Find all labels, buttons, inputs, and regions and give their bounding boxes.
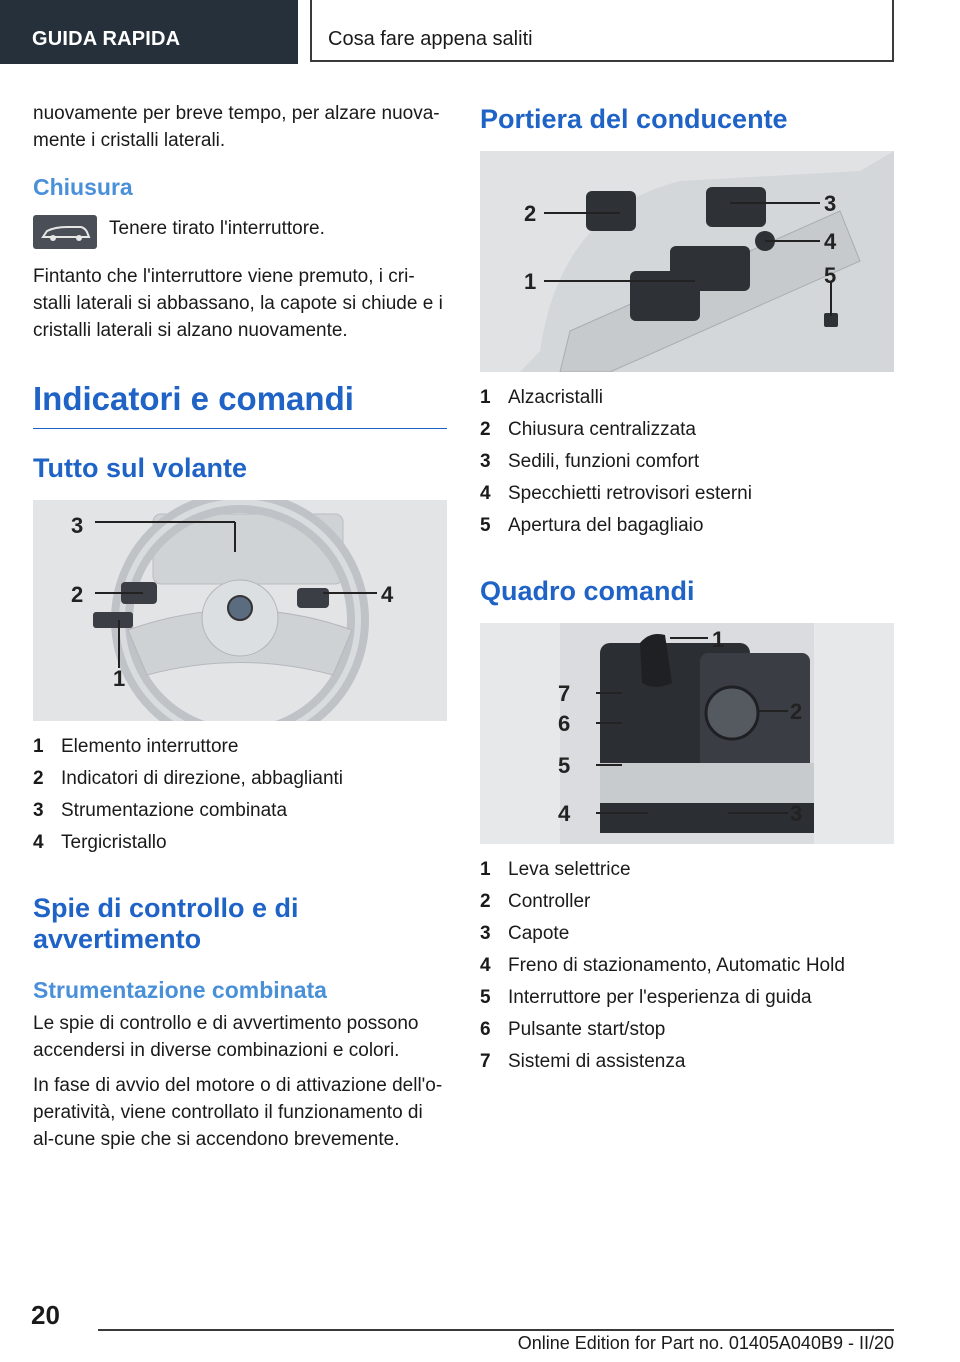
list-item: 3 Sedili, funzioni comfort (480, 451, 700, 472)
left-column (33, 100, 447, 1153)
svg-text:5: 5 (558, 753, 571, 778)
svg-text:7: 7 (558, 681, 571, 706)
list-item: 2 Indicatori di direzione, abbaglianti (33, 768, 344, 789)
svg-text:3: 3 (71, 513, 84, 538)
svg-text:1: 1 (113, 666, 126, 691)
list-item: 4 Tergicristallo (33, 832, 167, 853)
volante-legend (33, 731, 447, 859)
list-item: 1 Alzacristalli (480, 387, 604, 408)
chiusura-body: Fintanto che l'interruttore viene premuto, i cri-stalli laterali si abbassano, la capote si chiude e i cristalli laterali si alzano nuovamente. (33, 266, 443, 341)
svg-text:5: 5 (824, 263, 837, 288)
center-console-image (480, 623, 894, 844)
header-title-box (310, 0, 894, 62)
spie-paragraph-2: In fase di avvio del motore o di attivazione dell'o-peratività, viene controllato il funzionamento di al-cune spie che si accendono brevemente. (33, 1075, 443, 1150)
spie-heading: Spie di controllo e di avvertimento (33, 893, 299, 954)
svg-text:4: 4 (381, 582, 394, 607)
chiusura-instruction-row (33, 215, 447, 249)
list-item: 1 Elemento interruttore (33, 736, 239, 757)
driver-door-image (480, 151, 894, 372)
list-item: 3 Capote (480, 923, 570, 944)
svg-text:1: 1 (712, 627, 725, 652)
chiusura-instruction: Tenere tirato l'interruttore. (109, 218, 325, 239)
svg-text:2: 2 (790, 699, 803, 724)
list-item: 6 Pulsante start/stop (480, 1019, 666, 1040)
list-item: 4 Freno di stazionamento, Automatic Hold (480, 955, 845, 976)
svg-text:2: 2 (71, 582, 84, 607)
list-item: 3 Strumentazione combinata (33, 800, 288, 821)
list-item: 4 Specchietti retrovisori esterni (480, 483, 752, 504)
header-section-tab (0, 0, 298, 64)
footer-edition: Online Edition for Part no. 01405A040B9 - II/20 (517, 1333, 894, 1353)
list-item: 2 Controller (480, 891, 591, 912)
volante-heading: Tutto sul volante (33, 453, 247, 483)
list-item: 1 Leva selettrice (480, 859, 631, 880)
list-item: 5 Interruttore per l'esperienza di guida (480, 987, 812, 1008)
quadro-legend (480, 854, 894, 1078)
svg-text:4: 4 (824, 229, 837, 254)
right-column (480, 100, 894, 1078)
svg-text:3: 3 (824, 191, 837, 216)
header-title: Cosa fare appena saliti (328, 28, 533, 50)
page-number: 20 (31, 1300, 60, 1330)
list-item: 7 Sistemi di assistenza (480, 1051, 686, 1072)
convertible-top-icon (33, 215, 97, 249)
steering-wheel-image (33, 500, 447, 721)
svg-text:4: 4 (558, 801, 571, 826)
list-item: 5 Apertura del bagagliaio (480, 515, 704, 536)
footer-divider (98, 1329, 894, 1331)
intro-paragraph: nuovamente per breve tempo, per alzare nuova-mente i cristalli laterali. (33, 103, 440, 151)
chiusura-heading: Chiusura (33, 174, 133, 200)
svg-text:6: 6 (558, 711, 571, 736)
list-item: 2 Chiusura centralizzata (480, 419, 696, 440)
svg-text:1: 1 (524, 269, 537, 294)
quadro-heading: Quadro comandi (480, 576, 695, 606)
portiera-legend (480, 382, 894, 542)
chapter-title: Indicatori e comandi (33, 380, 447, 429)
portiera-heading: Portiera del conducente (480, 104, 788, 134)
spie-subheading: Strumentazione combinata (33, 977, 327, 1003)
header-section-label: GUIDA RAPIDA (32, 28, 181, 50)
svg-text:2: 2 (524, 201, 537, 226)
spie-paragraph-1: Le spie di controllo e di avvertimento possono accendersi in diverse combinazioni e colori. (33, 1013, 419, 1061)
svg-text:3: 3 (790, 801, 803, 826)
